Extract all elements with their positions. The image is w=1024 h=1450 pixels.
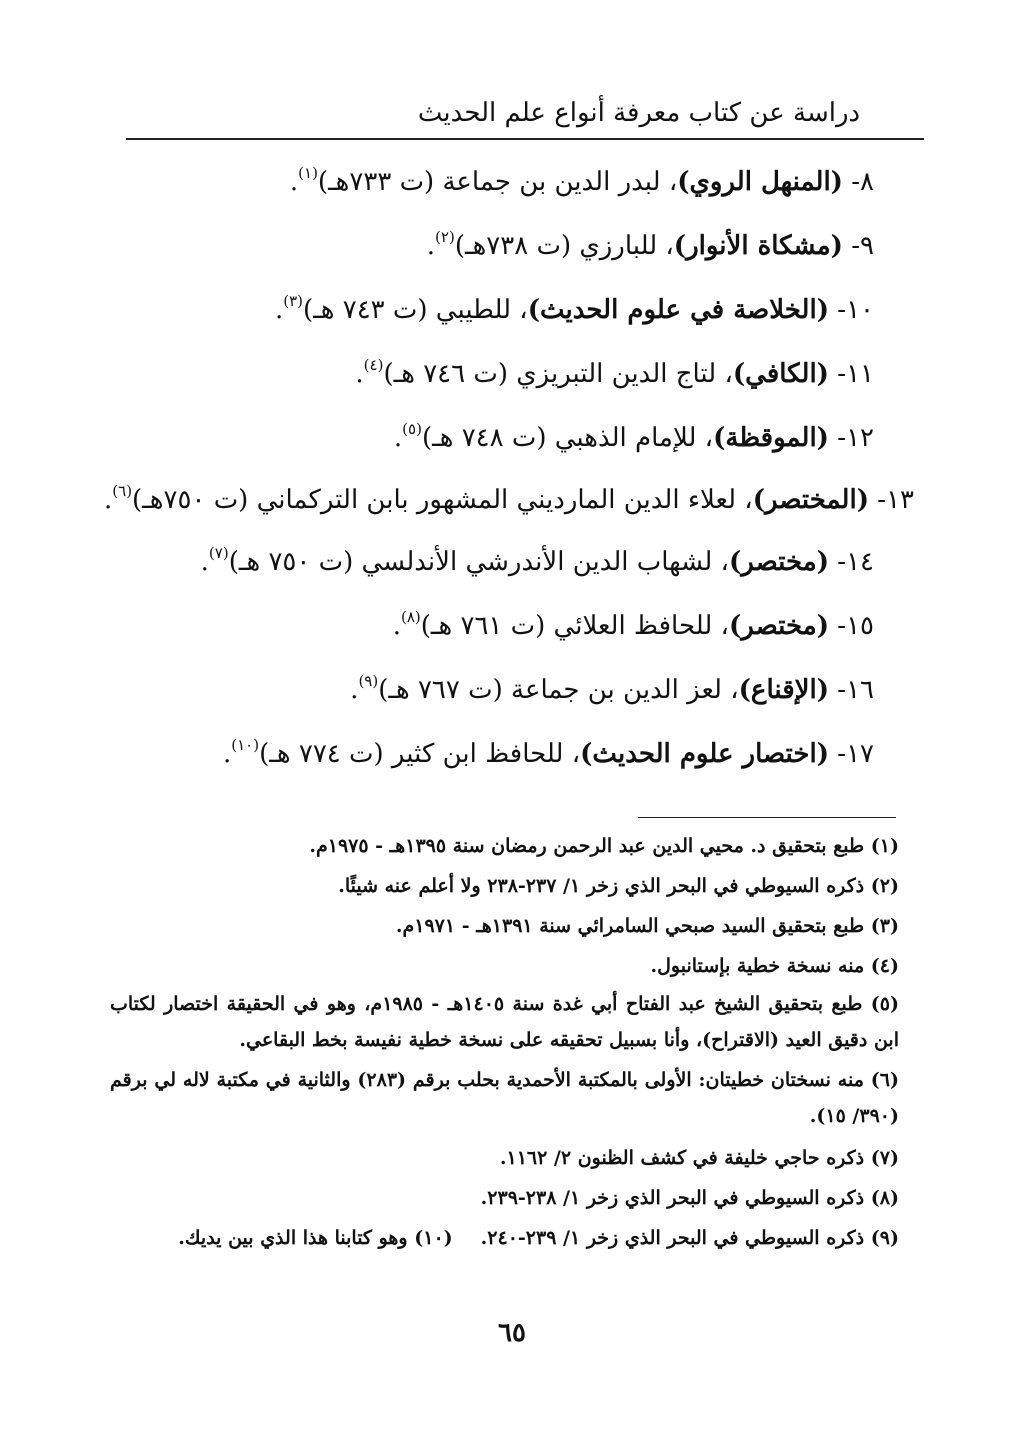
footnote-mark: (١) — [870, 835, 899, 857]
book-author: ، للحافظ العلائي (ت ٧٦١ هـ) — [420, 611, 729, 641]
book-author: ، لعلاء الدين المارديني المشهور بابن التركماني (ت ٧٥٠هـ) — [132, 485, 753, 515]
list-item: ١٧- (اختصار علوم الحديث)، للحافظ ابن كثير (ت ٧٧٤ هـ)$^{(١٠)}$. — [223, 736, 874, 769]
footnote-mark: (٧) — [870, 1147, 899, 1169]
footnote-mark: (١٠) — [414, 1227, 453, 1249]
footnote-ref: (٤) — [363, 356, 384, 374]
list-item: ١٦- (الإقناع)، لعز الدين بن جماعة (ت ٧٦٧ هـ)$^{(٩)}$. — [350, 672, 874, 705]
book-author: ، للبارزي (ت ٧٣٨هـ) — [454, 231, 674, 261]
book-author: ، للحافظ ابن كثير (ت ٧٧٤ هـ) — [259, 739, 581, 769]
book-title: (اختصار علوم الحديث) — [580, 739, 829, 769]
footnote-mark: (٦) — [870, 1069, 899, 1091]
list-item: ١٣- (المختصر)، لعلاء الدين المارديني المشهور بابن التركماني (ت ٧٥٠هـ)$^{(٦)}$. — [104, 482, 914, 515]
footnote-mark: (٢) — [870, 875, 899, 897]
book-author: ، لعز الدين بن جماعة (ت ٧٦٧ هـ) — [378, 675, 739, 705]
book-author: ، للإمام الذهبي (ت ٧٤٨ هـ) — [421, 423, 714, 453]
book-title: (مختصر) — [728, 547, 829, 577]
book-title: (المنهل الروي) — [677, 167, 843, 197]
footnote-rule — [638, 817, 896, 818]
list-item: ١٥- (مختصر)، للحافظ العلائي (ت ٧٦١ هـ)$^{(٨)}$. — [392, 608, 874, 641]
footnote-text: طبع بتحقيق الشيخ عبد الفتاح أبي غدة سنة ١٤٠٥هـ - ١٩٨٥م، وهو في الحقيقة اختصار لكتاب ابن دقيق العيد (الاقتراح)، وأنا بسبيل تحقيقه على نسخة خطية نفيسة بخط البقاعي. — [110, 993, 899, 1051]
list-item: ١٢- (الموقظة)، للإمام الذهبي (ت ٧٤٨ هـ)$^{(٥)}$. — [393, 420, 874, 453]
footnote-ref: (٣) — [283, 292, 303, 310]
footnote-text: طبع بتحقيق السيد صبحي السامرائي سنة ١٣٩١هـ - ١٩٧١م. — [395, 915, 865, 937]
footnote — [110, 866, 899, 906]
book-title: (الخلاصة في علوم الحديث) — [527, 295, 829, 325]
book-author: ، للطيبي (ت ٧٤٣ هـ) — [303, 295, 528, 325]
footnote-text: ذكره السيوطي في البحر الذي زخر ١/ ٢٣٧-٢٣٨ ولا أعلم عنه شيئًا. — [338, 875, 865, 897]
footnote-mark: (٩) — [870, 1227, 899, 1249]
book-title: (مشكاة الأنوار) — [673, 231, 843, 261]
footnote-ref: (٥) — [402, 420, 422, 438]
footnote-ref: (١٠) — [231, 736, 260, 754]
footnotes — [110, 826, 899, 1258]
book-title: (الكافي) — [732, 359, 829, 389]
footnote-text: طبع بتحقيق د. محيي الدين عبد الرحمن رمضان سنة ١٣٩٥هـ - ١٩٧٥م. — [309, 835, 865, 857]
book-title: (مختصر) — [728, 611, 829, 641]
book-author: ، لتاج الدين التبريزي (ت ٧٤٦ هـ) — [383, 359, 733, 389]
footnote-text: منه نسخة خطية بإستانبول. — [650, 955, 865, 977]
book-list — [104, 150, 914, 786]
book-author: ، لشهاب الدين الأندرشي الأندلسي (ت ٧٥٠ هـ) — [228, 547, 729, 577]
footnote-ref: (٢) — [435, 228, 455, 246]
footnote — [110, 986, 899, 1062]
footnote-ref: (٨) — [400, 608, 421, 626]
book-title: (الإقناع) — [738, 675, 829, 705]
footnote — [110, 1062, 899, 1138]
page-number: ٦٥ — [498, 1318, 526, 1348]
list-item: ٨- (المنهل الروي)، لبدر الدين بن جماعة (ت ٧٣٣هـ)$^{(١)}$. — [289, 164, 874, 197]
footnote-text: ذكره السيوطي في البحر الذي زخر ١/ ٢٣٩-٢٤٠. — [480, 1227, 865, 1249]
footnote-mark: (٤) — [870, 955, 899, 977]
footnote — [110, 906, 899, 946]
list-item: ١١- (الكافي)، لتاج الدين التبريزي (ت ٧٤٦ هـ)$^{(٤)}$. — [355, 356, 874, 389]
footnote-ref: (٩) — [358, 672, 379, 690]
footnote-mark: (٥) — [870, 993, 900, 1015]
footnote — [110, 1218, 899, 1258]
footnote-text: ذكره حاجي خليفة في كشف الظنون ٢/ ١١٦٢. — [499, 1147, 865, 1169]
footnote-text: وهو كتابنا هذا الذي بين يديك. — [178, 1227, 408, 1249]
footnote — [110, 826, 899, 866]
running-header: دراسة عن كتاب معرفة أنواع علم الحديث — [417, 98, 861, 128]
footnote-mark: (٣) — [870, 915, 899, 937]
footnote-text: ذكره السيوطي في البحر الذي زخر ١/ ٢٣٨-٢٣٩. — [480, 1187, 865, 1209]
book-title: (الموقظة) — [713, 423, 829, 453]
footnote-ref: (٦) — [112, 482, 133, 500]
book-author: ، لبدر الدين بن جماعة (ت ٧٣٣هـ) — [317, 167, 678, 197]
footnote — [110, 946, 899, 986]
footnote-mark: (٨) — [870, 1187, 899, 1209]
footnote-text: منه نسختان خطيتان: الأولى بالمكتبة الأحمدية بحلب برقم (٢٨٣) والثانية في مكتبة لاله لي برقم (٣٩٠/ ١٥). — [110, 1069, 899, 1127]
header-rule — [126, 138, 924, 140]
book-title: (المختصر) — [752, 485, 869, 515]
footnote — [110, 1178, 899, 1218]
footnote-ref: (٧) — [208, 544, 229, 562]
list-item: ٩- (مشكاة الأنوار)، للبارزي (ت ٧٣٨هـ)$^{(٢)}$. — [426, 228, 874, 261]
footnote — [110, 1138, 899, 1178]
footnote-ref: (١) — [298, 164, 318, 182]
list-item: ١٠- (الخلاصة في علوم الحديث)، للطيبي (ت ٧٤٣ هـ)$^{(٣)}$. — [274, 292, 874, 325]
list-item: ١٤- (مختصر)، لشهاب الدين الأندرشي الأندلسي (ت ٧٥٠ هـ)$^{(٧)}$. — [200, 544, 874, 577]
